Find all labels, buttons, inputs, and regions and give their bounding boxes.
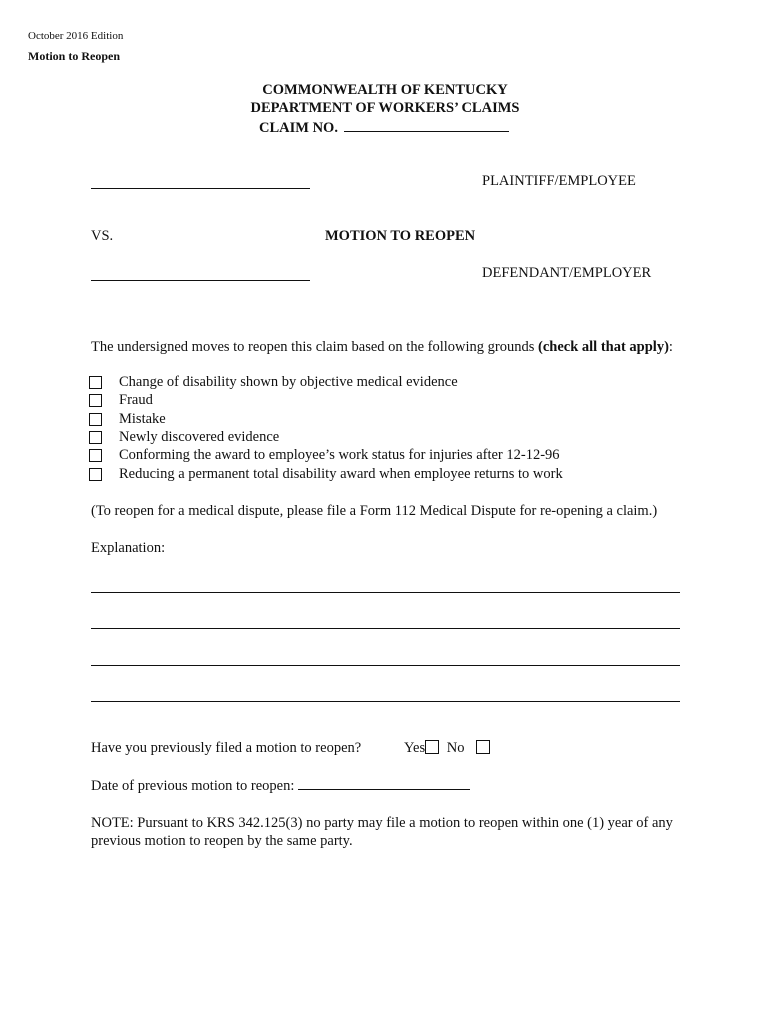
yes-label: Yes: [404, 740, 426, 756]
grounds-intro: [91, 339, 673, 356]
previous-motion-options: [404, 740, 490, 757]
ground-checkbox-mistake[interactable]: [89, 413, 102, 426]
plaintiff-label: PLAINTIFF/EMPLOYEE: [482, 173, 636, 189]
grounds-intro-bold: (check all that apply): [538, 339, 669, 355]
ground-checkbox-reducing-ptd[interactable]: [89, 468, 102, 481]
ground-label: Change of disability shown by objective medical evidence: [119, 374, 458, 390]
explanation-label: Explanation:: [91, 540, 166, 556]
previous-motion-date-label: Date of previous motion to reopen:: [91, 778, 295, 794]
form-name-label: Motion to Reopen: [28, 49, 120, 63]
grounds-intro-text: The undersigned moves to reopen this claim based on the following grounds: [91, 339, 538, 355]
department-heading: DEPARTMENT OF WORKERS’ CLAIMS: [250, 100, 520, 116]
no-label: No: [446, 740, 465, 756]
ground-checkbox-change-of-disability[interactable]: [89, 376, 102, 389]
krs-note: NOTE: Pursuant to KRS 342.125(3) no party may file a motion to reopen within one (1) year of any previous motion to reopen by the same party.: [91, 815, 673, 849]
claim-number-row: [259, 118, 509, 137]
ground-checkbox-fraud[interactable]: [89, 394, 102, 407]
yes-checkbox[interactable]: [425, 740, 439, 754]
vs-label: VS.: [91, 228, 114, 244]
ground-label: Fraud: [119, 392, 153, 408]
ground-checkbox-conforming-award[interactable]: [89, 449, 102, 462]
defendant-label: DEFENDANT/EMPLOYER: [482, 265, 652, 281]
claim-number-field[interactable]: [344, 118, 509, 132]
motion-title: MOTION TO REOPEN: [325, 228, 476, 244]
explanation-line-1[interactable]: [91, 592, 680, 593]
ground-checkbox-new-evidence[interactable]: [89, 431, 102, 444]
previous-motion-date-row: [91, 777, 470, 795]
ground-label: Conforming the award to employee’s work status for injuries after 12-12-96: [119, 447, 560, 463]
explanation-line-2[interactable]: [91, 628, 680, 629]
edition-label: October 2016 Edition: [28, 30, 124, 42]
ground-label: Newly discovered evidence: [119, 429, 280, 445]
medical-dispute-note: (To reopen for a medical dispute, please file a Form 112 Medical Dispute for re-opening a claim.): [91, 503, 658, 519]
previous-motion-question: Have you previously filed a motion to reopen?: [91, 740, 362, 756]
ground-label: Mistake: [119, 411, 166, 427]
claim-number-label: CLAIM NO.: [259, 120, 338, 136]
explanation-line-4[interactable]: [91, 701, 680, 702]
plaintiff-name-field[interactable]: [91, 188, 310, 189]
defendant-name-field[interactable]: [91, 280, 310, 281]
state-heading: COMMONWEALTH OF KENTUCKY: [262, 82, 508, 98]
explanation-line-3[interactable]: [91, 665, 680, 666]
previous-motion-date-field[interactable]: [298, 777, 470, 790]
ground-label: Reducing a permanent total disability award when employee returns to work: [119, 466, 563, 482]
grounds-intro-end: :: [668, 339, 673, 355]
no-checkbox[interactable]: [476, 740, 490, 754]
